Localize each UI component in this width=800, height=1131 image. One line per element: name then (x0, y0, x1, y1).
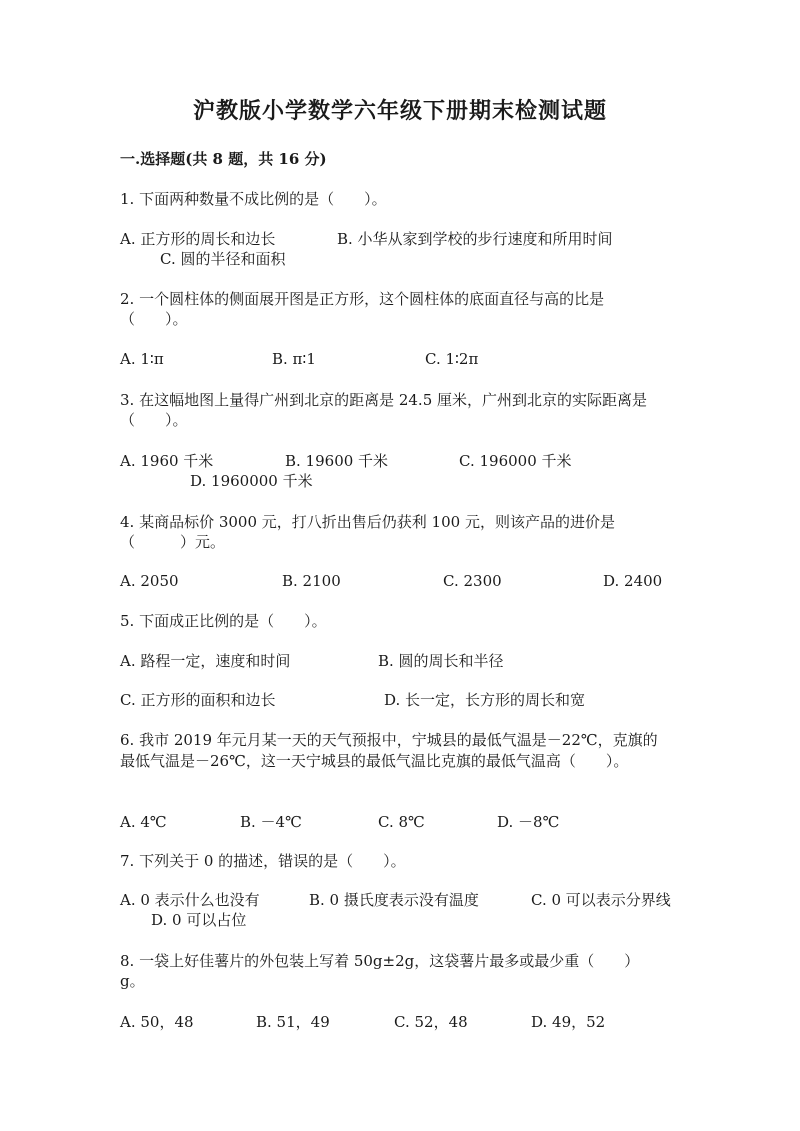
question-3-option-d: D. 1960000 千米 (190, 472, 313, 490)
question-8-option-c: C. 52，48 (394, 1013, 468, 1031)
question-1-option-c: C. 圆的半径和面积 (160, 250, 286, 268)
question-6-option-b: B. －4℃ (240, 813, 302, 831)
question-7-option-c: C. 0 可以表示分界线 (531, 891, 671, 909)
question-5-text: 5. 下面成正比例的是（ ）。 (120, 612, 327, 630)
question-2-text-cont: （ ）。 (120, 310, 188, 328)
question-8-text-cont: g。 (120, 972, 145, 990)
question-5-option-d: D. 长一定，长方形的周长和宽 (384, 691, 586, 709)
question-6-option-c: C. 8℃ (378, 813, 425, 831)
question-3-text-cont: （ ）。 (120, 411, 188, 429)
question-3-text: 3. 在这幅地图上量得广州到北京的距离是 24.5 厘米，广州到北京的实际距离是 (120, 391, 648, 409)
question-7-option-b: B. 0 摄氏度表示没有温度 (309, 891, 479, 909)
question-4-text: 4. 某商品标价 3000 元，打八折出售后仍获利 100 元，则该产品的进价是 (120, 513, 615, 531)
question-4-option-b: B. 2100 (282, 572, 341, 590)
question-5-option-a: A. 路程一定，速度和时间 (120, 652, 291, 670)
question-7-text: 7. 下列关于 0 的描述，错误的是（ ）。 (120, 852, 406, 870)
question-4-text-cont: （ ）元。 (120, 533, 226, 551)
question-6-text: 6. 我市 2019 年元月某一天的天气预报中，宁城县的最低气温是－22℃，克旗的 (120, 731, 658, 749)
question-3-option-a: A. 1960 千米 (120, 452, 214, 470)
question-6-option-a: A. 4℃ (120, 813, 167, 831)
question-2-option-c: C. 1∶2π (425, 350, 479, 368)
question-4-option-d: D. 2400 (603, 572, 663, 590)
question-2-option-a: A. 1∶π (120, 350, 164, 368)
question-4-option-c: C. 2300 (443, 572, 502, 590)
question-1-text: 1. 下面两种数量不成比例的是（ ）。 (120, 190, 387, 208)
question-1-option-a: A. 正方形的周长和边长 (120, 230, 276, 248)
question-8-text: 8. 一袋上好佳薯片的外包装上写着 50g±2g，这袋薯片最多或最少重（ ） (120, 952, 640, 970)
page-title: 沪教版小学数学六年级下册期末检测试题 (192, 98, 607, 124)
question-5-option-b: B. 圆的周长和半径 (378, 652, 504, 670)
question-6-text-cont: 最低气温是－26℃，这一天宁城县的最低气温比克旗的最低气温高（ ）。 (120, 752, 629, 770)
question-7-option-a: A. 0 表示什么也没有 (120, 891, 260, 909)
question-3-option-b: B. 19600 千米 (285, 452, 389, 470)
question-8-option-b: B. 51，49 (256, 1013, 330, 1031)
question-3-option-c: C. 196000 千米 (459, 452, 572, 470)
question-1-option-b: B. 小华从家到学校的步行速度和所用时间 (337, 230, 613, 248)
question-7-option-d: D. 0 可以占位 (151, 911, 247, 929)
question-5-option-c: C. 正方形的面积和边长 (120, 691, 276, 709)
question-6-option-d: D. －8℃ (497, 813, 560, 831)
question-2-text: 2. 一个圆柱体的侧面展开图是正方形，这个圆柱体的底面直径与高的比是 (120, 290, 605, 308)
section-heading: 一.选择题(共 8 题，共 16 分) (120, 150, 327, 168)
question-8-option-a: A. 50，48 (120, 1013, 194, 1031)
question-8-option-d: D. 49，52 (531, 1013, 606, 1031)
question-2-option-b: B. π∶1 (272, 350, 316, 368)
question-4-option-a: A. 2050 (120, 572, 179, 590)
